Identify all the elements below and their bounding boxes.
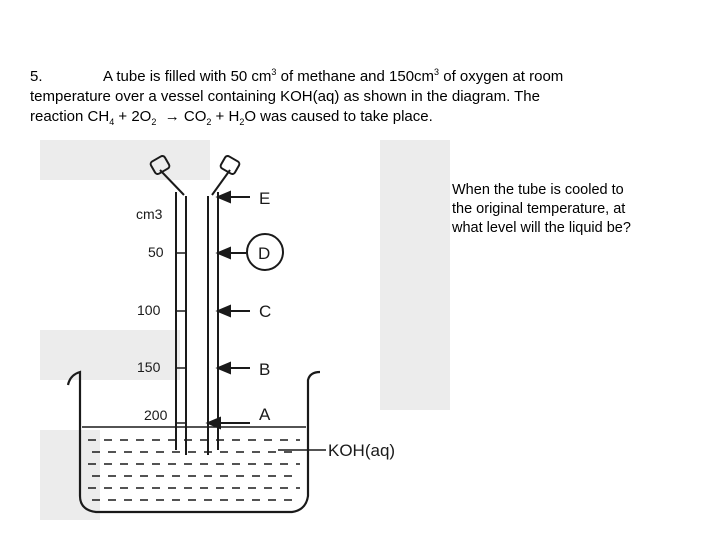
level-arrows <box>208 192 250 428</box>
question-line-3: reaction $CH_4 + 2O_2 \to CO_2 + H_2O$ was caused to take place. <box>30 108 433 127</box>
scale-label-200: 200 <box>144 407 168 423</box>
arrow-icon: → <box>164 108 180 125</box>
scale-label-50: 50 <box>148 244 164 260</box>
level-a-label: A <box>259 405 271 424</box>
level-b-label: B <box>259 360 271 379</box>
question-number: 5. <box>30 68 43 85</box>
trough <box>68 372 320 512</box>
level-c-label: C <box>259 302 272 321</box>
question-line-2: temperature over a vessel containing KOH(aq) as shown in the diagram. The <box>30 88 540 105</box>
side-question: When the tube is cooled to the original temperature, at what level will the liquid be? <box>452 182 631 236</box>
level-d-label: D <box>258 244 271 263</box>
graduated-tube <box>176 192 218 455</box>
question-line-1: 5. A tube is filled with 50 $cm^3$ of methane and $150cm^3$ of oxygen at room <box>30 67 564 85</box>
koh-label: KOH(aq) <box>328 441 396 460</box>
scale-label-150: 150 <box>137 359 161 375</box>
level-e-label: E <box>259 189 271 208</box>
scale-label-100: 100 <box>137 302 161 318</box>
unit-label: cm3 <box>136 206 163 222</box>
koh-solution <box>82 427 306 500</box>
